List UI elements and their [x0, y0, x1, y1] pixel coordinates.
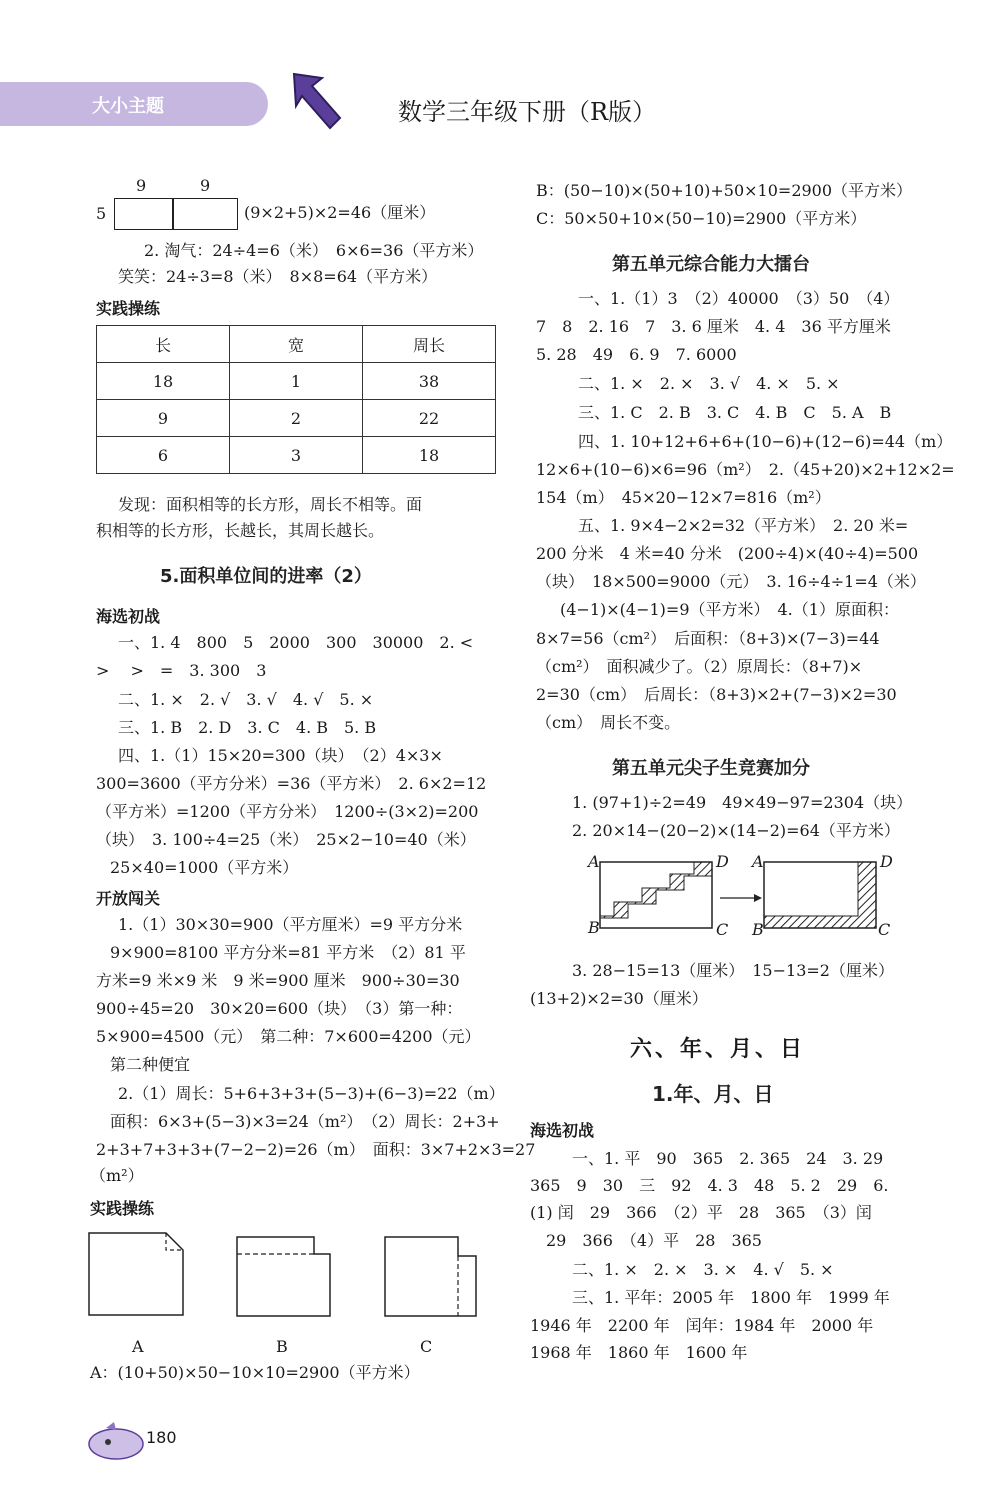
point-label: A: [588, 852, 600, 871]
text-line: A：(10+50)×50−10×10=2900（平方米）: [90, 1363, 420, 1382]
figure-label-c: C: [420, 1337, 433, 1356]
table-cell: 1: [230, 363, 363, 400]
text-line: (4−1)×(4−1)=9（平方米） 4.（1）原面积：: [560, 600, 899, 619]
text-line: B：(50−10)×(50+10)+50×10=2900（平方米）: [536, 181, 913, 200]
point-label: A: [752, 852, 764, 871]
table-header: 宽: [230, 326, 363, 363]
table-row: [97, 363, 496, 400]
text-line: 29 366 （4）平 28 365: [546, 1231, 762, 1250]
figure-label-b: B: [276, 1337, 288, 1356]
text-line: 一、1.（1）3 （2）40000 （3）50 （4）: [578, 289, 900, 308]
text-line: (1) 闰 29 366 （2）平 28 365 （3）闰: [530, 1203, 872, 1222]
text-line: 7 8 2. 16 7 3. 6 厘米 4. 4 36 平方厘米: [536, 317, 891, 336]
text-line: （cm） 周长不变。: [536, 713, 681, 732]
table-cell: 6: [97, 437, 230, 474]
text-line: (13+2)×2=30（厘米）: [530, 989, 708, 1008]
text-line: 方米=9 米×9 米 9 米=900 厘米 900÷30=30: [96, 971, 460, 990]
text-line: 200 分米 4 米=40 分米 (200÷4)×(40÷4)=500: [536, 544, 919, 563]
table-header-row: [97, 326, 496, 363]
text-line: 2. 20×14−(20−2)×(14−2)=64（平方米）: [572, 821, 900, 840]
point-label: C: [878, 920, 891, 939]
point-label: B: [588, 918, 600, 937]
text-line: 25×40=1000（平方米）: [110, 858, 299, 877]
text-line: 2.（1）周长：5+6+3+3+(5−3)+(6−3)=22（m）: [118, 1084, 505, 1103]
rect-left: [114, 198, 174, 230]
section-heading: 实践操练: [90, 1199, 155, 1218]
subsection-title: 第五单元尖子生竞赛加分: [612, 758, 810, 779]
dim-label-side: 5: [96, 204, 107, 223]
text-line: 发现：面积相等的长方形，周长不相等。面: [118, 495, 423, 514]
table-cell: 22: [363, 400, 496, 437]
header-banner: [0, 82, 268, 126]
text-line: 2+3+7+3+3+(7−2−2)=26（m） 面积：3×7+2×3=27: [96, 1140, 536, 1159]
fold-figure-a: [86, 1230, 186, 1320]
text-line: 8×7=56（cm²） 后面积：（8+3)×(7−3)=44: [536, 629, 880, 648]
text-line: 2=30（cm） 后周长：（8+3)×2+(7−3)×2=30: [536, 685, 897, 704]
text-line: （块） 18×500=9000（元） 3. 16÷4÷1=4（米）: [536, 572, 926, 591]
text-line: 四、1. 10+12+6+6+(10−6)+(12−6)=44（m）: [578, 432, 953, 451]
text-line: 面积：6×3+(5−3)×3=24（m²） （2）周长：2+3+: [110, 1112, 500, 1131]
text-line: 3. 28−15=13（厘米） 15−13=2（厘米）: [572, 961, 894, 980]
point-label: C: [716, 920, 729, 939]
dim-label-2: 9: [200, 176, 211, 195]
table-cell: 3: [230, 437, 363, 474]
text-line: 1.（1）30×30=900（平方厘米）=9 平方分米: [118, 915, 463, 934]
subsection-title: 第五单元综合能力大擂台: [612, 254, 810, 275]
text-line: 1946 年 2200 年 闰年：1984 年 2000 年: [530, 1316, 874, 1335]
staircase-diagram: [584, 852, 894, 942]
text-line: 三、1. C 2. B 3. C 4. B C 5. A B: [578, 403, 892, 422]
arrow-icon: [288, 70, 344, 132]
text-line: 四、1.（1）15×20=300（块） （2）4×3×: [118, 746, 443, 765]
text-line: 1968 年 1860 年 1600 年: [530, 1343, 748, 1362]
table-cell: 18: [97, 363, 230, 400]
text-line: 1. (97+1)÷2=49 49×49−97=2304（块）: [572, 793, 913, 812]
text-line: （m²）: [90, 1166, 144, 1185]
text-line: > > = 3. 300 3: [96, 661, 267, 680]
rect-diagram: [96, 176, 246, 236]
text-line: 一、1. 4 800 5 2000 300 30000 2. <: [118, 633, 474, 652]
data-table: [96, 325, 496, 474]
text-line: （平方米）=1200（平方分米） 1200÷(3×2)=200: [96, 802, 479, 821]
table-cell: 2: [230, 400, 363, 437]
text-line: 五、1. 9×4−2×2=32（平方米） 2. 20 米=: [578, 516, 909, 535]
subsection-title: 5.面积单位间的进率（2）: [160, 566, 372, 587]
text-line: 二、1. × 2. √ 3. √ 4. √ 5. ×: [118, 690, 374, 709]
section-heading: 实践操练: [96, 299, 161, 318]
section-heading: 海选初战: [96, 607, 161, 626]
fold-figure-c: [382, 1234, 482, 1320]
text-line: 三、1. 平年：2005 年 1800 年 1999 年: [572, 1288, 890, 1307]
figure-label-a: A: [132, 1337, 144, 1356]
text-line: 9×900=8100 平方分米=81 平方米 （2）81 平: [110, 943, 466, 962]
table-cell: 9: [97, 400, 230, 437]
text-line: 900÷45=20 30×20=600（块） （3）第一种：: [96, 999, 463, 1018]
point-label: D: [880, 852, 893, 871]
text-line: 三、1. B 2. D 3. C 4. B 5. B: [118, 718, 377, 737]
mascot-icon: [86, 1418, 148, 1462]
rect-right: [172, 198, 238, 230]
table-header: 长: [97, 326, 230, 363]
section-heading: 海选初战: [530, 1121, 595, 1140]
text-line: 笑笑：24÷3=8（米） 8×8=64（平方米）: [118, 267, 438, 286]
table-header: 周长: [363, 326, 496, 363]
chapter-title: 六、年、月、日: [630, 1037, 806, 1062]
page-title: 数学三年级下册（R版）: [398, 98, 657, 126]
dim-label-1: 9: [136, 176, 147, 195]
text-line: 一、1. 平 90 365 2. 365 24 3. 29: [572, 1149, 884, 1168]
text-line: 5×900=4500（元） 第二种：7×600=4200（元）: [96, 1027, 481, 1046]
fold-figure-b: [234, 1234, 334, 1320]
section-heading: 开放闯关: [96, 889, 161, 908]
text-line: 2. 淘气：24÷4=6（米） 6×6=36（平方米）: [144, 241, 484, 260]
point-label: D: [716, 852, 729, 871]
table-row: [97, 400, 496, 437]
page-number: 180: [146, 1428, 177, 1447]
formula-line: (9×2+5)×2=46（厘米）: [244, 203, 436, 222]
text-line: 300=3600（平方分米）=36（平方米） 2. 6×2=12: [96, 774, 487, 793]
subsection-title: 1.年、月、日: [652, 1082, 774, 1106]
table-cell: 18: [363, 437, 496, 474]
text-line: 二、1. × 2. × 3. √ 4. × 5. ×: [578, 374, 840, 393]
text-line: 5. 28 49 6. 9 7. 6000: [536, 345, 737, 364]
text-line: 积相等的长方形，长越长，其周长越长。: [96, 521, 385, 540]
table-cell: 38: [363, 363, 496, 400]
text-line: 第二种便宜: [110, 1055, 191, 1074]
text-line: （块） 3. 100÷4=25（米） 25×2−10=40（米）: [96, 830, 476, 849]
text-line: 154（m） 45×20−12×7=816（m²）: [536, 488, 831, 507]
text-line: 二、1. × 2. × 3. × 4. √ 5. ×: [572, 1260, 834, 1279]
text-line: 365 9 30 三 92 4. 3 48 5. 2 29 6.: [530, 1176, 889, 1195]
table-row: [97, 437, 496, 474]
text-line: （cm²） 面积减少了。（2）原周长：（8+7)×: [536, 657, 863, 676]
text-line: C：50×50+10×(50−10)=2900（平方米）: [536, 209, 867, 228]
text-line: 12×6+(10−6)×6=96（m²） 2.（45+20)×2+12×2=: [536, 460, 955, 479]
banner-text: 大小主题: [92, 96, 164, 117]
point-label: B: [752, 920, 764, 939]
